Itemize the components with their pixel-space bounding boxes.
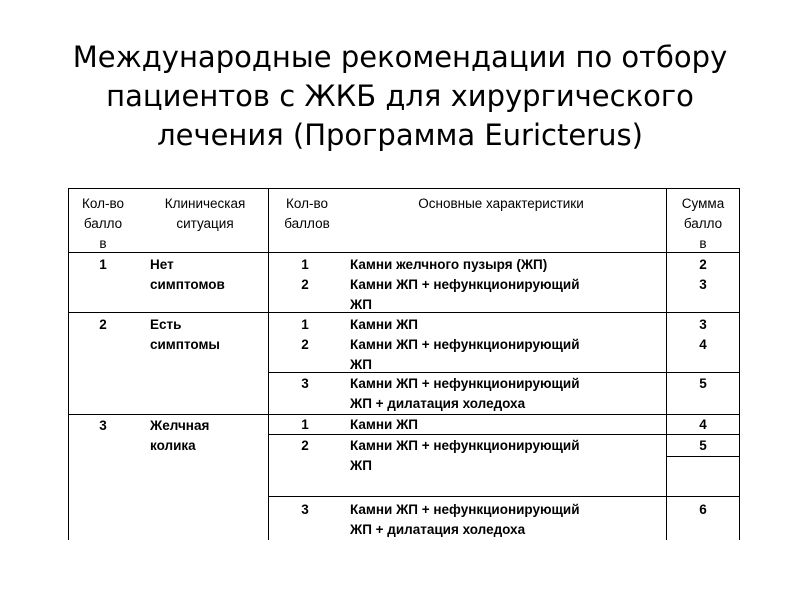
- group3-row1-sub-point: 1: [301, 417, 309, 432]
- header-characteristics: Основные характеристики: [418, 196, 584, 211]
- group1-sub-points: 1 2: [301, 257, 309, 292]
- group2-extra-sum: 5: [699, 376, 707, 391]
- group1-sums: 2 3: [699, 257, 707, 292]
- title-line-3: лечения (Программа Euricterus): [157, 118, 643, 152]
- header-situation: Клиническая ситуация: [164, 196, 246, 231]
- title-line-2: пациентов с ЖКБ для хирургического: [106, 79, 694, 113]
- group1-situation: Нет симптомов: [150, 257, 225, 292]
- group2-sums: 3 4: [699, 317, 707, 352]
- group3-row2-sum: 5: [699, 438, 707, 453]
- group2-sub-points: 1 2: [301, 317, 309, 352]
- group3-row1-sum: 4: [699, 417, 707, 432]
- group3-situation: Желчная колика: [150, 418, 210, 453]
- group1-points: 1: [99, 257, 107, 272]
- header-sub-points: Кол-во баллов: [284, 196, 330, 231]
- group1-characteristics: Камни желчного пузыря (ЖП) Камни ЖП + нефункционирующий ЖП: [350, 257, 580, 312]
- group2-extra-characteristics: Камни ЖП + нефункционирующий ЖП + дилатация холедоха: [350, 376, 580, 411]
- header-points: Кол-во балло в: [82, 196, 124, 251]
- group2-points: 2: [99, 317, 107, 332]
- header-sum: Сумма балло в: [681, 196, 725, 251]
- title-line-1: Международные рекомендации по отбору: [72, 40, 728, 74]
- group3-points: 3: [99, 418, 107, 433]
- group3-row2-characteristics: Камни ЖП + нефункционирующий ЖП: [350, 438, 580, 473]
- row-divider: [666, 456, 740, 457]
- group3-row3-sum: 6: [699, 502, 707, 517]
- row-divider: [68, 252, 740, 253]
- group2-characteristics: Камни ЖП Камни ЖП + нефункционирующий ЖП: [350, 317, 580, 372]
- group3-row2-sub-point: 2: [301, 438, 309, 453]
- group3-row1-characteristic: Камни ЖП: [350, 417, 419, 432]
- group3-row3-sub-point: 3: [301, 502, 309, 517]
- col-divider: [268, 188, 269, 540]
- group3-row3-characteristics: Камни ЖП + нефункционирующий ЖП + дилатация холедоха: [350, 502, 580, 537]
- slide-title: [30, 38, 770, 155]
- group2-extra-sub-point: 3: [301, 376, 309, 391]
- scoring-table: [68, 188, 740, 540]
- row-divider: [268, 496, 740, 497]
- group2-situation: Есть симптомы: [150, 317, 220, 352]
- table-border-top: [68, 188, 740, 189]
